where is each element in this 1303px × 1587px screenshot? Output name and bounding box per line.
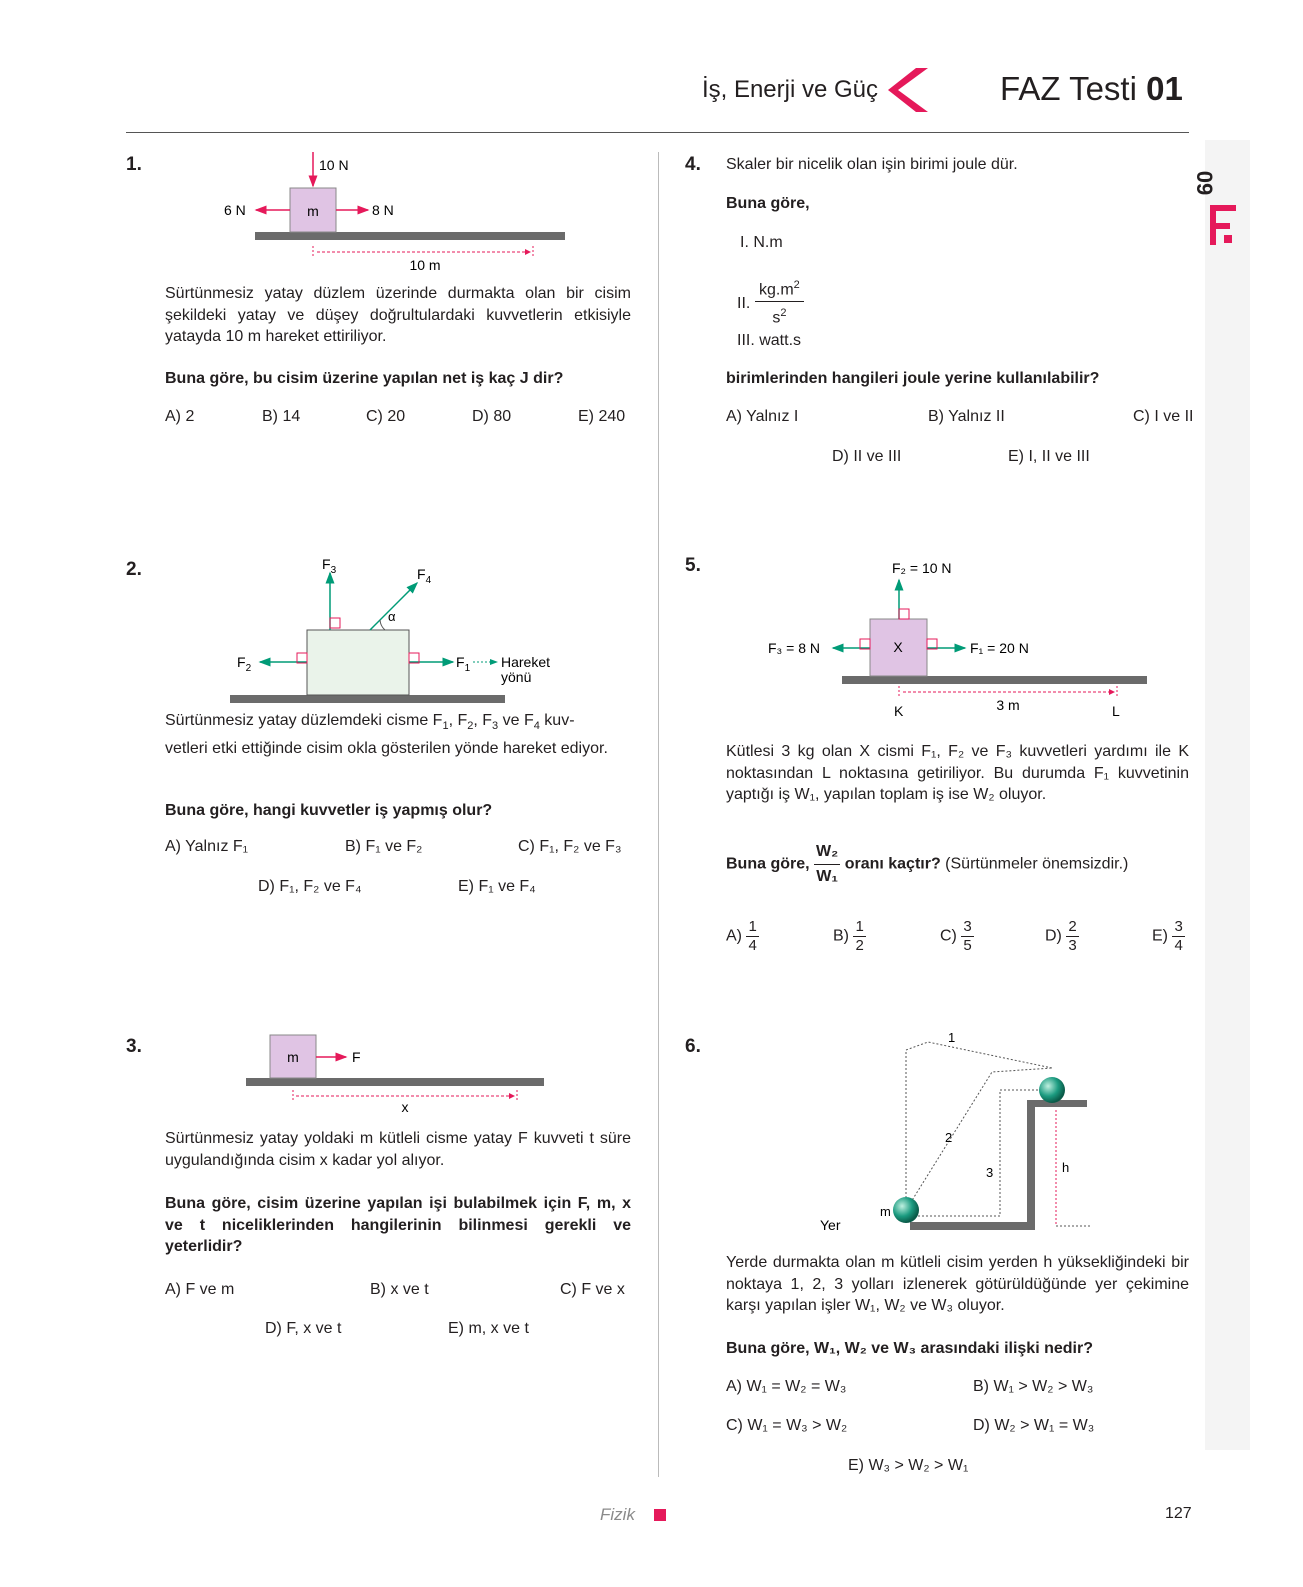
f1-label: $F_1$ [456,654,471,674]
option-e[interactable]: E) I, II ve III [1008,448,1090,465]
side-code: 09 [1192,170,1218,196]
q6-question: Buna göre, W₁, W₂ ve W₃ arasındaki ilişki nedir? [726,1340,1093,1357]
mass-label: X [893,639,903,655]
question-number: 4. [685,154,701,175]
motion-label-1: Hareket [501,654,551,670]
q2-text: Sürtünmesiz yatay düzlemdeki cisme $F_1$, $F_2$, $F_3$ ve $F_4$ kuv- vetleri etki ettiğinde cisim okla gösterilen yönde hareket ediyor. [165,712,608,757]
path3-label: 3 [986,1165,994,1180]
option-a[interactable]: A) 2 [165,408,195,425]
force-label: F [352,1049,361,1065]
q4-lead: Buna göre, [726,195,810,212]
k-label: K [894,703,904,719]
top-force-label: 10 N [319,157,349,173]
f4-label: $F_4$ [417,566,432,586]
q1-text: Sürtünmesiz yatay düzlem üzerinde durmakta olan bir cisim şekildeki yatay ve düşey doğrultulardaki kuvvetlerin etkisiyle yatayda 10 m hareket ettiriliyor. [165,285,631,345]
option-e[interactable]: E) W₃ > W₂ > W₁ [848,1457,969,1474]
l-label: L [1112,703,1120,719]
header-rule [126,132,1189,133]
faz-logo-icon [1210,205,1240,251]
chapter-title: İş, Enerji ve Güç [701,76,878,103]
option-b[interactable]: B) F₁ ve F₂ [345,838,423,855]
q5-figure [760,552,1160,722]
mass-label: m [287,1049,299,1065]
path2-label: 2 [945,1130,953,1145]
question-number: 3. [126,1036,142,1057]
option-d[interactable]: D) F, x ve t [265,1320,342,1337]
footer-square-icon [654,1509,666,1521]
option-b[interactable]: B) 14 [262,408,301,425]
q6-figure [820,1030,1100,1240]
option-d[interactable]: D) W₂ > W₁ = W₃ [973,1417,1095,1434]
option-c[interactable]: C) $\frac{3}{5}$ [940,918,972,954]
option-b[interactable]: B) x ve t [370,1281,429,1298]
distance-label: x [401,1099,409,1115]
option-a[interactable]: A) F ve m [165,1281,235,1298]
option-a[interactable]: A) W₁ = W₂ = W₃ [726,1378,847,1395]
f1-label: F₁ = 20 N [970,640,1029,656]
option-e[interactable]: E) 240 [578,408,626,425]
right-force-label: 8 N [372,202,394,218]
option-d[interactable]: D) F₁, F₂ ve F₄ [258,878,362,895]
option-d[interactable]: D) 80 [472,408,512,425]
side-strip [1205,140,1250,1450]
question-number: 6. [685,1036,701,1057]
option-d[interactable]: D) $\frac{2}{3}$ [1045,918,1077,954]
option-d[interactable]: D) II ve III [832,448,902,465]
option-c[interactable]: C) 20 [366,408,406,425]
mass-label: m [307,203,319,219]
q4-question: birimlerinden hangileri joule yerine kullanılabilir? [726,370,1100,387]
q4-item-1: I. N.m [740,234,783,251]
motion-label-2: yönü [501,669,532,685]
column-divider [658,152,659,1477]
option-b[interactable]: B) W₁ > W₂ > W₃ [973,1378,1094,1395]
q1-question: Buna göre, bu cisim üzerine yapılan net iş kaç J dir? [165,370,564,387]
option-c[interactable]: C) W₁ = W₃ > W₂ [726,1417,848,1434]
chevron-left-icon [888,66,934,114]
f2-label: F₂ = 10 N [892,560,952,576]
left-force-label: 6 N [224,202,246,218]
q2-figure [225,555,585,705]
option-a[interactable]: A) Yalnız F₁ [165,838,249,855]
height-label: h [1062,1160,1070,1175]
mass-label: m [880,1204,891,1219]
question-number: 2. [126,559,142,580]
ground-label: Yer [820,1217,841,1233]
option-e[interactable]: E) F₁ ve F₄ [458,878,536,895]
q3-question: Buna göre, cisim üzerine yapılan işi bulabilmek için F, m, x ve t niceliklerinden hangilerinin bilinmesi gerekli ve yeterlidir? [165,1195,631,1255]
q2-question: Buna göre, hangi kuvvetler iş yapmış olur? [165,802,493,819]
f3-label: $F_3$ [322,556,337,576]
page-number: 127 [1165,1505,1192,1522]
q5-text: Kütlesi 3 kg olan X cismi F₁, F₂ ve F₃ kuvvetleri yardımı ile K noktasından L noktasına getiriliyor. Bu durumda F₁ kuvvetinin yaptığı iş W₁, yapılan toplam iş ise W₂ oluyor. [726,743,1189,803]
q5-question: Buna göre, $\frac{\text{W₂}}{\text{W₁}}$ oranı kaçtır? (Sürtünmeler önemsizdir.) [726,840,1196,889]
angle-label: α [388,609,396,624]
q4-text: Skaler bir nicelik olan işin birimi joule dür. [726,156,1018,173]
q4-item-2-label: II. [737,295,751,312]
f2-label: $F_2$ [237,654,252,674]
q3-text: Sürtünmesiz yatay yoldaki m kütleli cisme yatay F kuvveti t süre uygulandığında cisim x kadar yol alıyor. [165,1130,631,1169]
q4-item-2-fraction: $\frac{kg.m^2}{s^2}$ [755,274,804,330]
q1-figure [220,150,580,275]
option-b[interactable]: B) $\frac{1}{2}$ [833,918,864,954]
option-e[interactable]: E) $\frac{3}{4}$ [1152,918,1183,954]
f3-label: F₃ = 8 N [768,640,820,656]
option-c[interactable]: C) I ve II [1133,408,1194,425]
option-c[interactable]: C) F ve x [560,1281,625,1298]
option-b[interactable]: B) Yalnız II [928,408,1005,425]
option-e[interactable]: E) m, x ve t [448,1320,529,1337]
footer-subject: Fizik [600,1505,635,1524]
question-number: 5. [685,555,701,576]
test-title: FAZ Testi 01 [1000,70,1183,107]
distance-label: 10 m [409,257,441,273]
q6-text: Yerde durmakta olan m kütleli cisim yerden h yüksekliğindeki bir noktaya 1, 2, 3 yolları izlenerek götürüldüğünde yer çekimine karşı yapılan işler W₁, W₂ ve W₃ oluyor. [726,1254,1189,1314]
q4-item-3: III. watt.s [737,332,802,349]
question-number: 1. [126,154,142,175]
option-c[interactable]: C) F₁, F₂ ve F₃ [518,838,622,855]
distance-label: 3 m [996,697,1020,713]
path1-label: 1 [948,1030,956,1045]
option-a[interactable]: A) Yalnız I [726,408,799,425]
option-a[interactable]: A) $\frac{1}{4}$ [726,918,757,954]
q3-figure [240,1030,560,1115]
